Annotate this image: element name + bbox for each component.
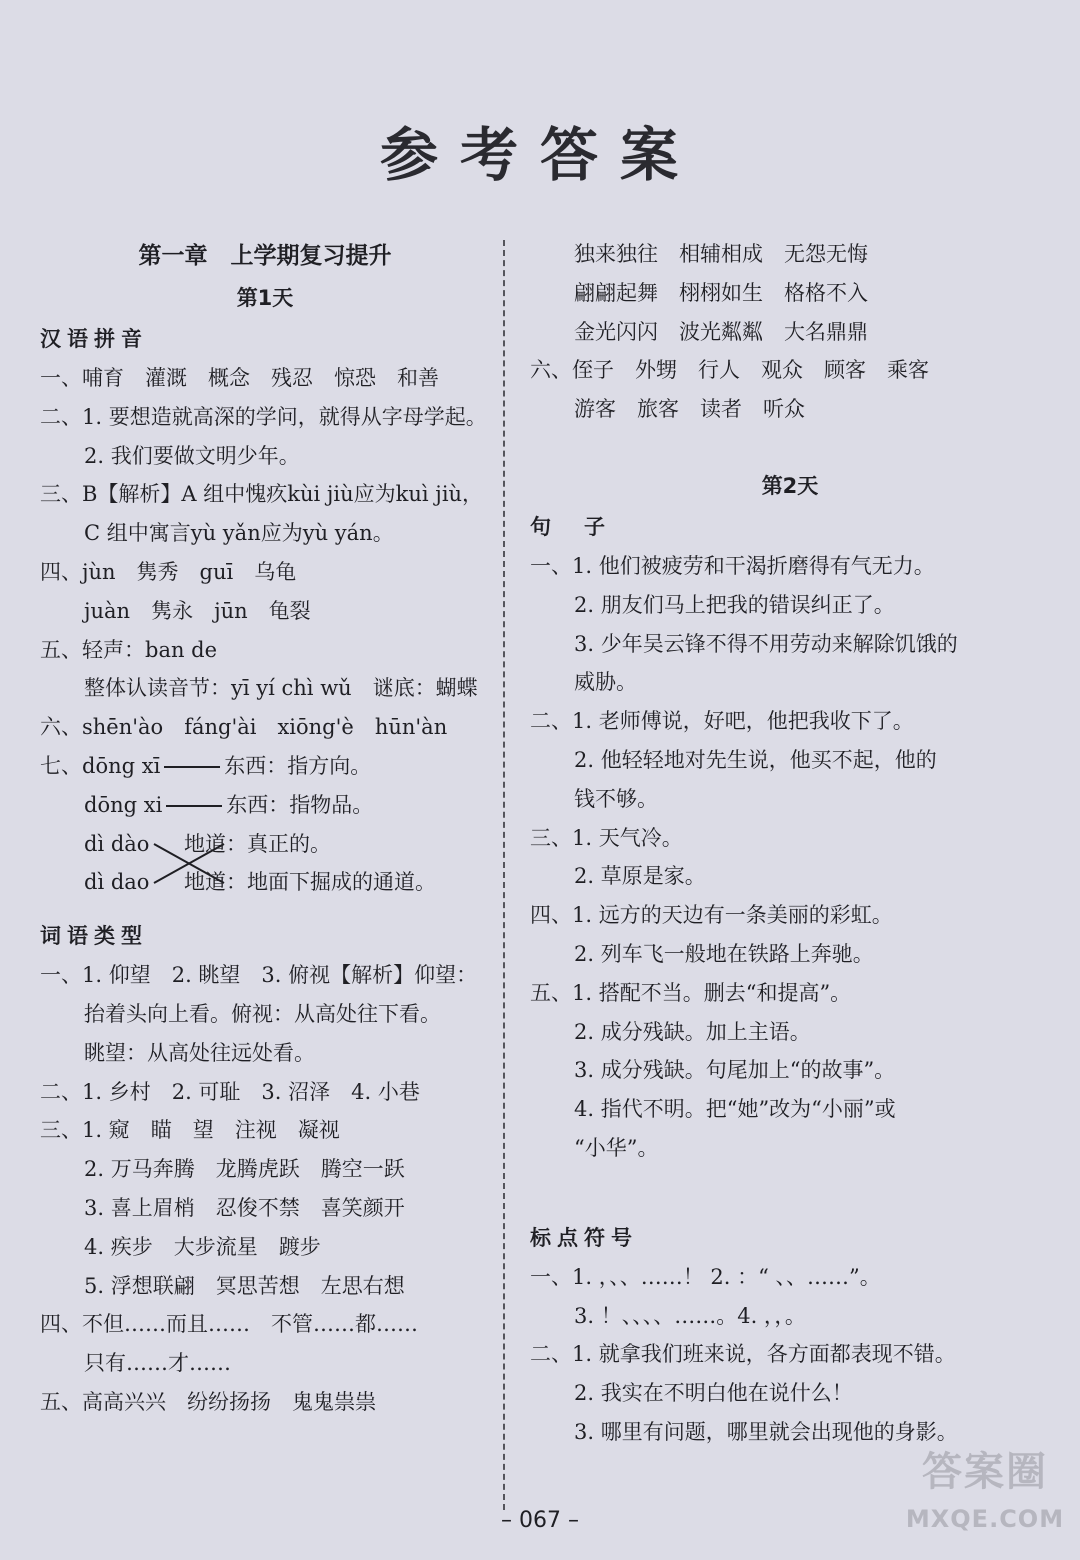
answer-line: 一、1. 仰望 2. 眺望 3. 俯视【解析】仰望： <box>40 963 478 988</box>
answer-line: 2. 草原是家。 <box>574 864 706 889</box>
column-divider <box>503 240 505 1510</box>
section-words-heading: 词语类型 <box>40 924 148 949</box>
answer-line: 四、不但……而且…… 不管……都…… <box>40 1312 418 1337</box>
answer-line: 五、高高兴兴 纷纷扬扬 鬼鬼祟祟 <box>40 1389 376 1414</box>
answer-line: 二、1. 要想造就高深的学问，就得从字母学起。 <box>40 404 487 429</box>
match-row <box>40 747 490 786</box>
answer-line: juàn 隽永 jūn 龟裂 <box>84 598 311 623</box>
answer-line: 3. 成分残缺。句尾加上“的故事”。 <box>574 1058 896 1083</box>
answer-line: 4. 指代不明。把“她”改为“小丽”或 <box>574 1097 896 1122</box>
section-punctuation-heading: 标点符号 <box>530 1225 638 1250</box>
answer-line: 四、jùn 隽秀 guī 乌龟 <box>40 559 297 584</box>
day-2-heading: 第2天 <box>761 473 819 498</box>
answer-line: 2. 朋友们马上把我的错误纠正了。 <box>574 592 895 617</box>
answer-line: 2. 成分残缺。加上主语。 <box>574 1019 811 1044</box>
section-pinyin-heading: 汉语拼音 <box>40 327 148 351</box>
match-row <box>40 825 490 864</box>
site-watermark <box>900 1440 1070 1550</box>
page-title: 参考答案 <box>379 121 700 189</box>
match-connector <box>166 805 222 807</box>
answer-line: 翩翩起舞 栩栩如生 格格不入 <box>574 280 868 305</box>
page-number: – 067 – <box>501 1508 579 1533</box>
match-connector <box>164 766 220 768</box>
answer-line: 2. 万马奔腾 龙腾虎跃 腾空一跃 <box>84 1157 405 1182</box>
match-row <box>40 863 490 902</box>
match-pinyin: dì dào <box>84 831 150 856</box>
answer-line: 5. 浮想联翩 冥思苦想 左思右想 <box>84 1273 405 1298</box>
answer-line: 一、1. 他们被疲劳和干渴折磨得有气无力。 <box>530 553 935 578</box>
watermark-logo-text: 答案圈 <box>922 1449 1048 1495</box>
answer-line: 三、1. 窥 瞄 望 注视 凝视 <box>40 1118 340 1143</box>
answer-line: 四、1. 远方的天边有一条美丽的彩虹。 <box>530 903 893 928</box>
match-meaning: 地道：地面下掘成的通道。 <box>184 870 436 895</box>
chapter-heading: 第一章 上学期复习提升 <box>138 243 392 269</box>
answer-line: “小华”。 <box>574 1135 659 1160</box>
answer-line: 六、侄子 外甥 行人 观众 顾客 乘客 <box>530 358 929 383</box>
section-sentence-heading: 句 子 <box>530 514 611 539</box>
answer-line: 3. 少年吴云锋不得不用劳动来解除饥饿的 <box>574 631 958 656</box>
answer-line: 金光闪闪 波光粼粼 大名鼎鼎 <box>574 319 868 344</box>
answer-line: 2. 他轻轻地对先生说，他买不起，他的 <box>574 747 937 772</box>
answer-line: 一、1. ，、、……！ 2. ：“ 、、……”。 <box>530 1264 881 1289</box>
day-1-heading: 第1天 <box>236 286 294 310</box>
answer-line: 钱不够。 <box>574 786 658 811</box>
answer-line: 整体认读音节：yī yí chì wǔ 谜底：蝴蝶 <box>84 676 478 701</box>
answer-line: 二、1. 就拿我们班来说，各方面都表现不错。 <box>530 1342 956 1367</box>
answer-line: 3. 哪里有问题，哪里就会出现他的身影。 <box>574 1419 958 1444</box>
answer-line: 二、1. 老师傅说，好吧，他把我收下了。 <box>530 709 914 734</box>
answer-line: 三、B【解析】A 组中愧疚kùi jiù应为kuì jiù， <box>40 482 484 507</box>
answer-line: 威胁。 <box>574 670 637 695</box>
match-pinyin: 七、dōng xī <box>40 753 161 778</box>
answer-line: 五、1. 搭配不当。删去“和提高”。 <box>530 980 852 1005</box>
answer-line: 独来独往 相辅相成 无怨无悔 <box>574 242 868 266</box>
answer-line: 游客 旅客 读者 听众 <box>574 397 805 422</box>
match-pinyin: dì dao <box>84 870 150 895</box>
match-row <box>40 786 490 825</box>
answer-line: 抬着头向上看。俯视：从高处往下看。 <box>84 1001 441 1026</box>
match-meaning: 东西：指物品。 <box>226 792 374 817</box>
answer-line: 2. 列车飞一般地在铁路上奔驰。 <box>574 941 874 966</box>
watermark-url: MXQE.COM <box>905 1505 1065 1533</box>
answer-line: 六、shēn'ào fáng'ài xiōng'è hūn'àn <box>40 715 448 740</box>
answer-line: 眺望：从高处往远处看。 <box>84 1040 315 1065</box>
match-pinyin: dōng xi <box>84 792 163 817</box>
cross-match-group <box>40 825 490 903</box>
answer-line: 3. 喜上眉梢 忍俊不禁 喜笑颜开 <box>84 1195 405 1220</box>
answer-line: 2. 我们要做文明少年。 <box>84 443 300 468</box>
answer-line: C 组中寓言yù yǎn应为yù yán。 <box>84 521 394 546</box>
right-column <box>530 235 1050 1452</box>
answer-line: 3. ！、、、、……。4. ，，。 <box>574 1303 806 1328</box>
answer-line: 4. 疾步 大步流星 踱步 <box>84 1234 321 1259</box>
left-column <box>40 235 490 1422</box>
answer-line: 2. 我实在不明白他在说什么！ <box>574 1381 853 1406</box>
match-meaning: 东西：指方向。 <box>224 753 372 778</box>
answer-line: 五、轻声：ban de <box>40 637 218 662</box>
answer-line: 三、1. 天气冷。 <box>530 825 683 850</box>
answer-line: 一、哺育 灌溉 概念 残忍 惊恐 和善 <box>40 366 439 390</box>
cross-connector-lines <box>150 825 230 903</box>
match-meaning: 地道：真正的。 <box>184 831 331 856</box>
answer-line: 二、1. 乡村 2. 可耻 3. 沼泽 4. 小巷 <box>40 1079 420 1104</box>
answer-line: 只有……才…… <box>84 1351 231 1376</box>
